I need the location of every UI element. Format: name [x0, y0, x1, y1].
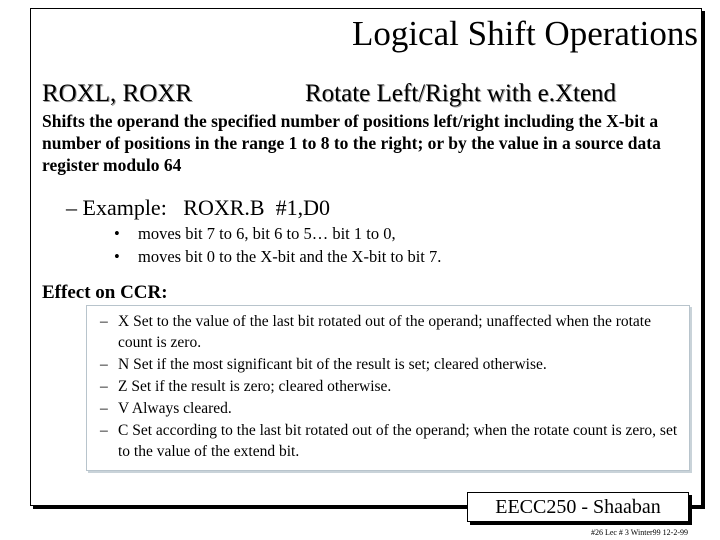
effect-heading: Effect on CCR:	[42, 282, 168, 303]
course-badge: EECC250 - Shaaban	[467, 492, 689, 522]
ccr-text: C Set according to the last bit rotated out of the operand; when the rotate count is zero, set to the value of the extend bit.	[118, 422, 678, 460]
slide-title: Logical Shift Operations	[351, 14, 698, 53]
ccr-text: V Always cleared.	[118, 400, 232, 417]
ccr-list	[100, 311, 680, 463]
dash-icon: –	[100, 313, 108, 330]
bullet-text: moves bit 7 to 6, bit 6 to 5… bit 1 to 0,	[138, 224, 396, 243]
ccr-item-z	[100, 376, 680, 397]
dash-icon: –	[100, 356, 108, 373]
instruction-mnemonics: ROXL, ROXR	[42, 80, 193, 107]
bullet-text: moves bit 0 to the X-bit and the X-bit to bit 7.	[138, 247, 442, 266]
ccr-item-x	[100, 311, 680, 353]
ccr-text: X Set to the value of the last bit rotated out of the operand; unaffected when the rotate count is zero.	[118, 313, 651, 351]
ccr-text: Z Set if the result is zero; cleared otherwise.	[118, 378, 392, 395]
instruction-description: Rotate Left/Right with e.Xtend	[305, 80, 617, 107]
bullet-item	[112, 245, 441, 268]
bullet-icon: •	[114, 247, 120, 266]
operation-description: Shifts the operand the specified number of positions left/right including the X-bit a number of positions in the range 1 to 8 to the right; or by the value in a source data register modulo 64	[42, 111, 661, 175]
bullet-item	[112, 222, 441, 245]
bullet-icon: •	[114, 224, 120, 243]
ccr-text: N Set if the most significant bit of the result is set; cleared otherwise.	[118, 356, 547, 373]
slide-footer: #26 Lec # 3 Winter99 12-2-99	[590, 528, 688, 537]
dash-icon: –	[100, 400, 108, 417]
ccr-item-c	[100, 420, 680, 462]
ccr-item-n	[100, 354, 680, 375]
ccr-item-v	[100, 398, 680, 419]
example-bullets	[112, 222, 441, 268]
example-line: – Example: ROXR.B #1,D0	[66, 195, 330, 220]
dash-icon: –	[100, 422, 108, 439]
dash-icon: –	[100, 378, 108, 395]
